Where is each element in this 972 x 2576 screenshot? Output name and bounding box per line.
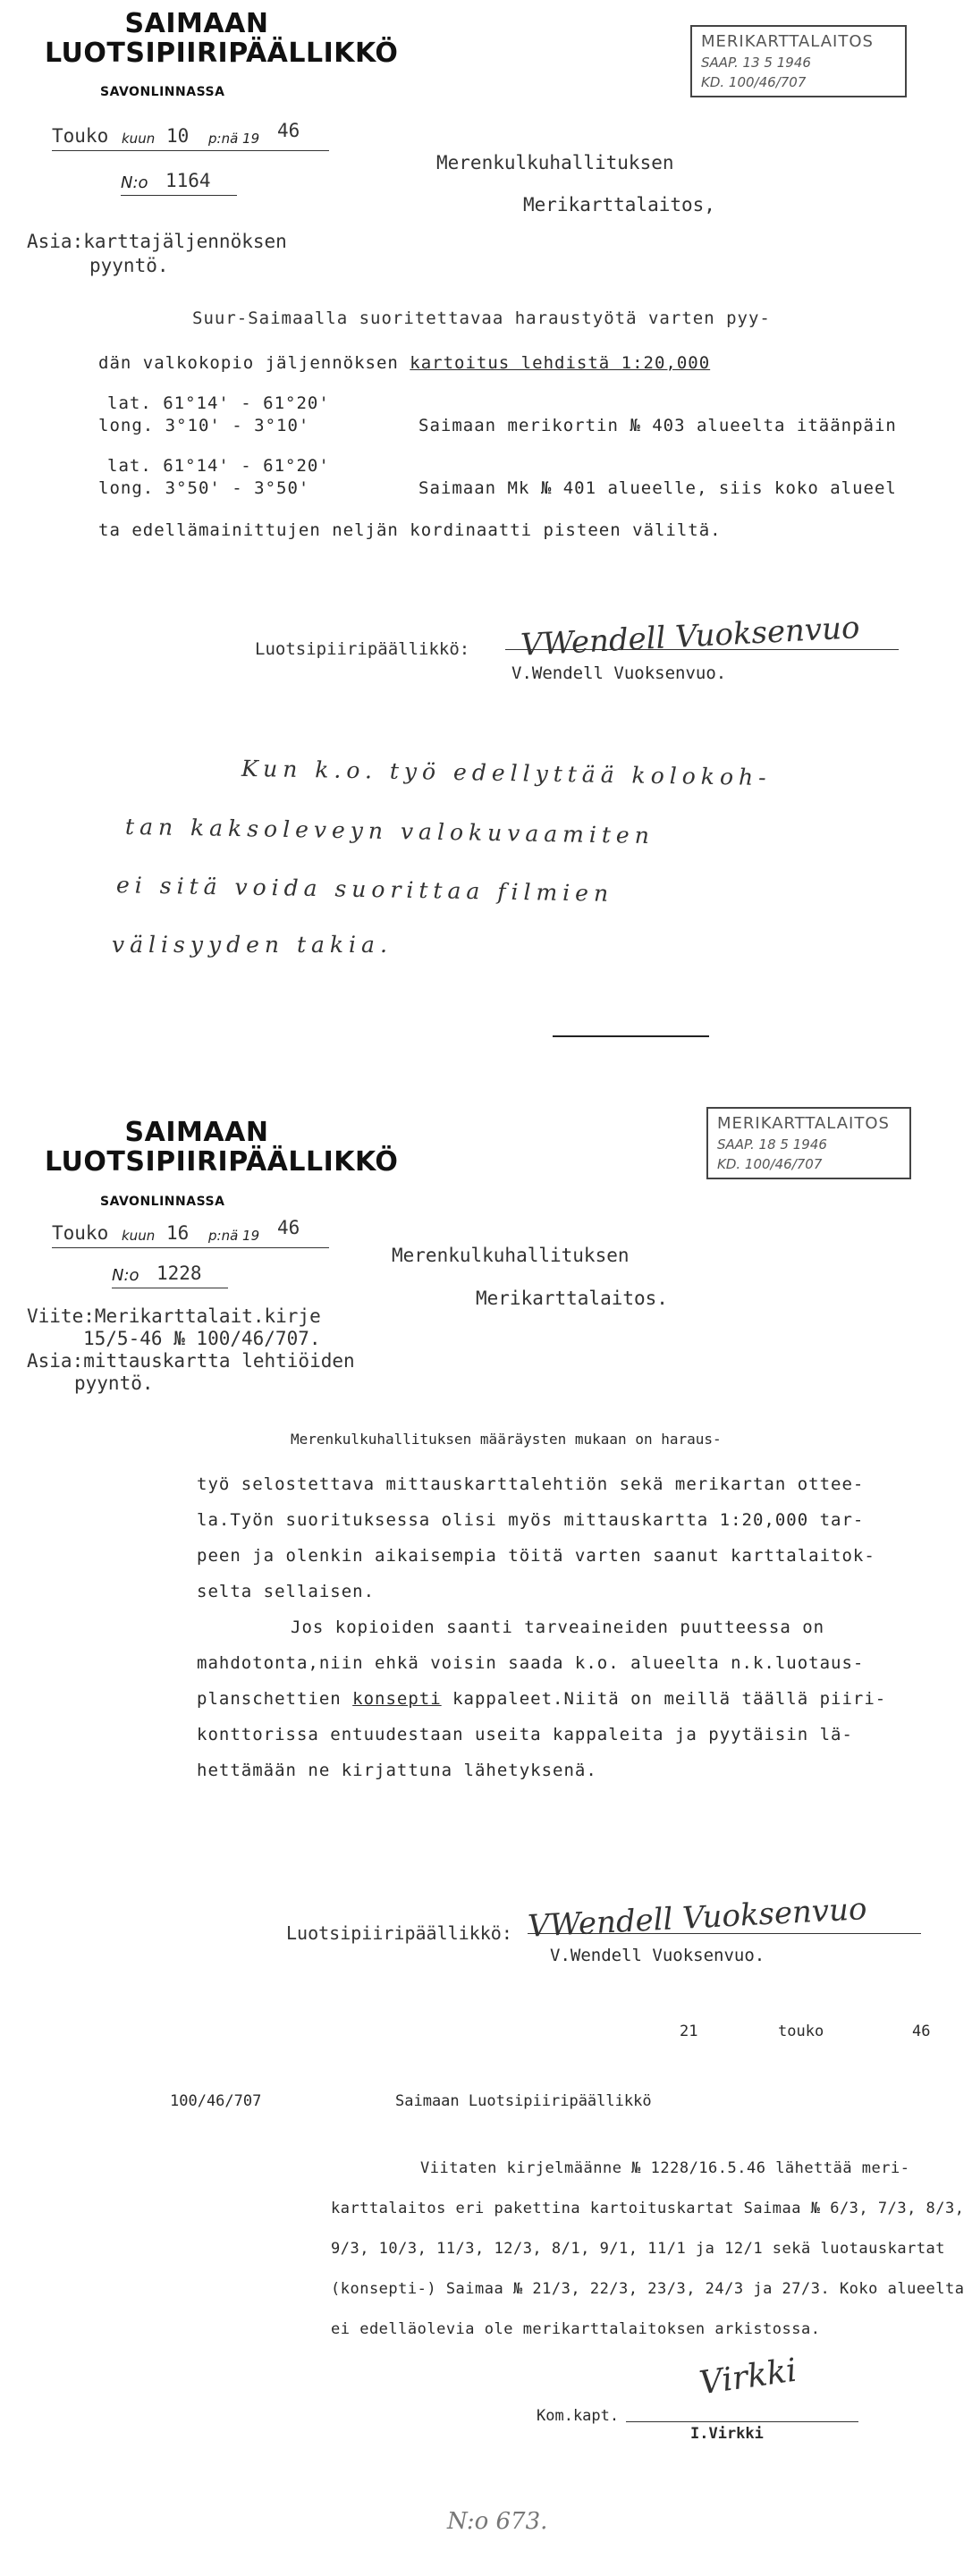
reply-line5: ei edelläolevia ole merikarttalaitoksen arkistossa. [331, 2320, 821, 2338]
p2-l3-pre: planschettien [197, 1689, 353, 1709]
city-label: SAVONLINNASSA [100, 85, 225, 99]
body-line1: Suur-Saimaalla suoritettavaa haraustyötä varten pyy- [192, 308, 771, 328]
body-line2-underlined: kartoitus lehdistä 1:20,000 [410, 353, 711, 373]
signature-scrawl: VWendell Vuoksenvuo [520, 610, 861, 663]
reply-date-day: 21 [680, 2023, 698, 2040]
paragraph-2-line: Jos kopioiden saanti tarveaineiden puutteessa on [291, 1617, 825, 1637]
city-label: SAVONLINNASSA [100, 1195, 225, 1209]
date-day: 10 [166, 125, 190, 147]
no-label: N:o [121, 173, 148, 192]
reply-signature-scrawl: Virkki [697, 2352, 799, 2403]
received-stamp-2 [706, 1107, 911, 1179]
archive-number: N:o 673. [447, 2508, 548, 2535]
date-line [52, 120, 329, 151]
paragraph-2-line: mahdotonta,niin ehkä voisin saada k.o. alueelta n.k.luotaus- [197, 1653, 865, 1673]
signature-scrawl: VWendell Vuoksenvuo [527, 1891, 868, 1945]
date-day: 16 [166, 1222, 190, 1244]
paragraph-1-line: peen ja olenkin aikaisempia töitä varten saanut karttalaitok- [197, 1546, 875, 1566]
recipient-line2: Merikarttalaitos, [523, 194, 715, 215]
date-year: 46 [277, 120, 300, 141]
paragraph-1 [197, 1466, 939, 1609]
date-kuun: kuun [122, 131, 156, 147]
reply-date-month: touko [778, 2023, 824, 2040]
reply-date-year: 46 [912, 2023, 931, 2040]
reply-signature-rule [626, 2421, 858, 2422]
letterhead-line1: SAIMAAN [124, 8, 269, 39]
coord1-lat: lat. 61°14' - 61°20' [107, 393, 330, 413]
coord1-text: Saimaan merikortin № 403 alueelta itäänpäin [418, 416, 897, 435]
signature-rule [505, 649, 899, 650]
reply-line3: 9/3, 10/3, 11/3, 12/3, 8/1, 9/1, 11/1 ja 12/1 sekä luotauskartat [331, 2240, 946, 2258]
handwritten-note-line2: tan kaksoleveyn valokuvaamiten [124, 813, 655, 849]
reply-sign-name: I.Virkki [690, 2425, 764, 2443]
letterhead-line2: LUOTSIPIIRIPÄÄLLIKKÖ [45, 38, 399, 69]
signature-name: V.Wendell Vuoksenvuo. [550, 1946, 765, 1965]
reply-ref: 100/46/707 [170, 2092, 262, 2110]
reply-line1: Viitaten kirjelmäänne № 1228/16.5.46 lähettää meri- [420, 2159, 910, 2177]
handwritten-note-line3: ei sitä voida suorittaa filmien [115, 872, 614, 907]
paragraph-2-line: hettämään ne kirjattuna lähetyksenä. [197, 1761, 597, 1780]
stamp-saap: SAAP. 18 5 1946 [717, 1136, 827, 1153]
date-month: Touko [52, 1222, 109, 1244]
reply-line2: karttalaitos eri pakettina kartoituskartat Saimaa № 6/3, 7/3, 8/3, [331, 2200, 965, 2217]
paragraph-2 [197, 1609, 948, 1788]
date-pna: p:nä 19 [208, 1228, 260, 1244]
date-year: 46 [277, 1217, 300, 1238]
no-value: 1228 [156, 1263, 202, 1284]
reply-line4: (konsepti-) Saimaa № 21/3, 22/3, 23/3, 24/3 ja 27/3. Koko alueelta [331, 2280, 965, 2298]
body-line2 [98, 353, 710, 373]
paragraph-1-line: työ selostettava mittauskarttalehtiön sekä merikartan ottee- [197, 1474, 865, 1494]
coord2-long: long. 3°50' - 3°50' [98, 478, 310, 498]
ref-line2: 15/5-46 № 100/46/707. [83, 1328, 321, 1349]
body-line-last: ta edellämainittujen neljän kordinaatti pisteen väliltä. [98, 520, 722, 540]
recipient-line1: Merenkulkuhallituksen [436, 152, 674, 173]
handwritten-note-line4: välisyyden takia. [112, 932, 393, 958]
subject-line1: Asia:mittauskartta lehtiöiden [27, 1350, 355, 1372]
stamp-saap: SAAP. 13 5 1946 [701, 55, 811, 71]
paragraph-1-line1: Merenkulkuhallituksen määräysten mukaan on haraus- [291, 1431, 722, 1448]
ref-number [112, 1261, 228, 1288]
stamp-kd: KD. 100/46/707 [717, 1156, 823, 1172]
reply-addressee: Saimaan Luotsipiiripäällikkö [395, 2092, 652, 2110]
received-stamp-1 [690, 25, 907, 97]
signature-rule [528, 1933, 921, 1934]
letterhead-line2: LUOTSIPIIRIPÄÄLLIKKÖ [45, 1146, 399, 1178]
p2-l3-underlined: konsepti [352, 1689, 442, 1709]
date-month: Touko [52, 125, 109, 147]
date-line [52, 1217, 329, 1248]
no-value: 1164 [165, 170, 211, 191]
subject-line2: pyyntö. [74, 1372, 154, 1394]
subject-line1: Asia:karttajäljennöksen [27, 231, 287, 252]
date-kuun: kuun [122, 1228, 156, 1244]
stamp-title: MERIKARTTALAITOS [717, 1114, 890, 1133]
stamp-title: MERIKARTTALAITOS [701, 32, 874, 51]
paragraph-2-line [197, 1681, 948, 1717]
paragraph-1-line: selta sellaisen. [197, 1582, 376, 1601]
letterhead-1 [45, 8, 399, 69]
signature-label: Luotsipiiripäällikkö: [255, 639, 470, 659]
no-label: N:o [112, 1266, 139, 1285]
ref-line1: Viite:Merikarttalait.kirje [27, 1305, 321, 1327]
handwritten-note-line1: Kun k.o. työ edellyttää kolokoh- [241, 755, 772, 791]
closing-rule [553, 1035, 709, 1037]
subject-line2: pyyntö. [89, 255, 169, 276]
stamp-kd: KD. 100/46/707 [701, 74, 807, 90]
coord2-lat: lat. 61°14' - 61°20' [107, 456, 330, 476]
date-pna: p:nä 19 [208, 131, 260, 147]
letterhead-line1: SAIMAAN [124, 1117, 269, 1148]
p2-l3-post: kappaleet.Niitä on meillä täällä piiri- [441, 1689, 887, 1709]
signature-label: Luotsipiiripäällikkö: [286, 1922, 512, 1944]
recipient-line1: Merenkulkuhallituksen [392, 1245, 630, 1266]
reply-sign-label: Kom.kapt. [537, 2407, 620, 2425]
letterhead-2 [45, 1117, 399, 1178]
recipient-line2: Merikarttalaitos. [476, 1288, 668, 1309]
paragraph-2-line: konttorissa entuudestaan useita kappaleita ja pyytäisin lä- [197, 1725, 853, 1744]
paragraph-1-line: la.Työn suorituksessa olisi myös mittauskartta 1:20,000 tar- [197, 1510, 865, 1530]
coord1-long: long. 3°10' - 3°10' [98, 416, 310, 435]
body-line2-text: dän valkokopio jäljennöksen [98, 353, 410, 373]
signature-name: V.Wendell Vuoksenvuo. [511, 663, 727, 683]
ref-number [121, 168, 237, 196]
coord2-text: Saimaan Mk № 401 alueelle, siis koko alueel [418, 478, 897, 498]
